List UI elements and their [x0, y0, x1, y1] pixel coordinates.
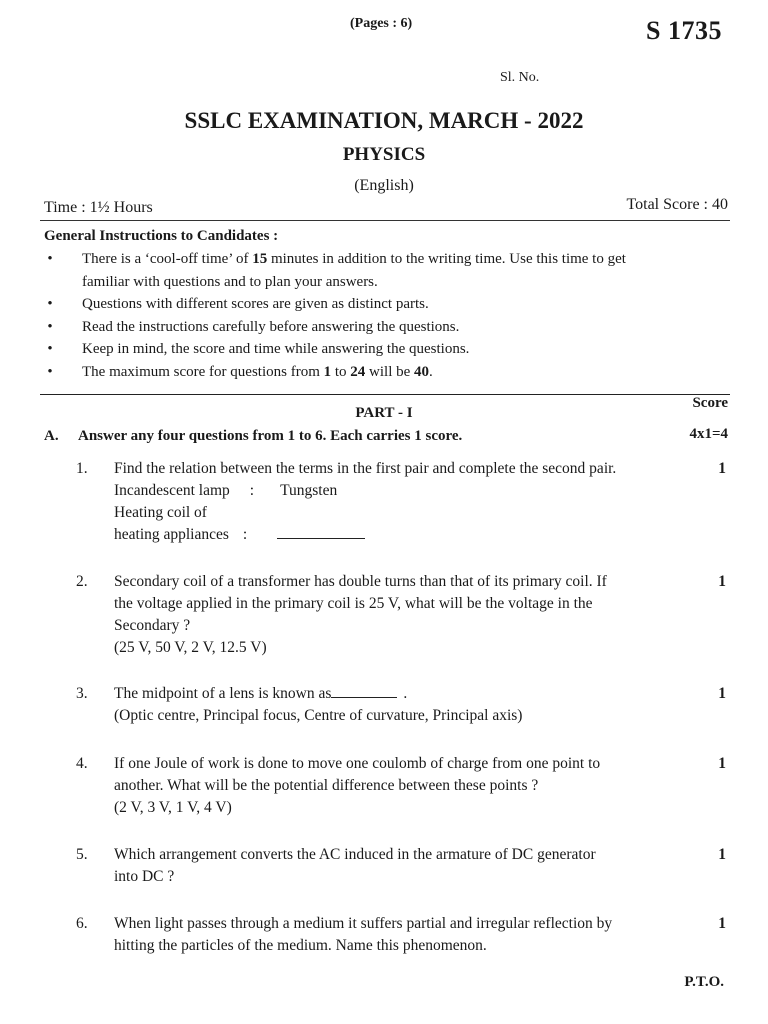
- question-text: The midpoint of a lens is known as .: [114, 685, 408, 702]
- header-divider: [40, 220, 730, 221]
- question-text: Find the relation between the terms in the first pair and complete the second pair.: [114, 460, 617, 477]
- question-text: Secondary ?: [114, 617, 191, 634]
- instruction-item: • Read the instructions carefully before answering the questions.: [44, 316, 734, 339]
- question-body: [114, 913, 704, 957]
- section-letter: A.: [44, 428, 59, 444]
- question-text: Which arrangement converts the AC induced in the armature of DC generator: [114, 846, 596, 863]
- serial-number-label: Sl. No.: [500, 70, 540, 85]
- time-allowed: Time : 1½ Hours: [44, 199, 153, 216]
- question-2: [0, 571, 768, 661]
- question-number: 3.: [76, 685, 88, 702]
- question-score: 1: [718, 846, 726, 863]
- pair-2-line-2: heating appliances :: [114, 524, 704, 546]
- question-text: Secondary coil of a transformer has double turns than that of its primary coil. If: [114, 573, 607, 590]
- instruction-item: • There is a ‘cool-off time’ of 15 minutes in addition to the writing time. Use this time to get familiar with questions and to plan your answers.: [44, 248, 734, 293]
- question-1: [0, 458, 768, 548]
- question-body: [114, 683, 704, 727]
- instructions-heading: General Instructions to Candidates :: [44, 228, 279, 244]
- bullet-icon: •: [47, 363, 53, 380]
- question-options: (Optic centre, Principal focus, Centre of curvature, Principal axis): [114, 707, 523, 724]
- question-score: 1: [718, 915, 726, 932]
- page-count: (Pages : 6): [350, 16, 413, 31]
- question-options: (25 V, 50 V, 2 V, 12.5 V): [114, 639, 267, 656]
- bullet-icon: •: [47, 341, 53, 357]
- part-title: PART - I: [355, 405, 413, 421]
- question-6: [0, 913, 768, 959]
- section-instruction: Answer any four questions from 1 to 6. Each carries 1 score.: [78, 428, 463, 444]
- section-score: 4x1=4: [689, 426, 728, 442]
- exam-title: SSLC EXAMINATION, MARCH - 2022: [184, 108, 584, 133]
- bullet-icon: •: [47, 318, 53, 335]
- question-body: [114, 753, 704, 819]
- question-number: 6.: [76, 915, 88, 932]
- score-column-heading: Score: [692, 395, 728, 411]
- question-score: 1: [718, 573, 726, 590]
- answer-blank: [277, 525, 365, 539]
- question-text: If one Joule of work is done to move one coulomb of charge from one point to: [114, 755, 601, 772]
- paper-code: S 1735: [646, 16, 722, 45]
- question-body: [114, 571, 704, 659]
- question-options: (2 V, 3 V, 1 V, 4 V): [114, 799, 232, 816]
- pair-2-line-1: Heating coil of: [114, 504, 207, 521]
- subject-title: PHYSICS: [342, 144, 426, 165]
- question-score: 1: [718, 685, 726, 702]
- question-number: 2.: [76, 573, 88, 590]
- pair-1: Incandescent lamp : Tungsten: [114, 482, 338, 499]
- instructions-divider: [40, 394, 730, 395]
- total-score: Total Score : 40: [626, 196, 728, 213]
- question-score: 1: [718, 460, 726, 477]
- instructions-list: [44, 248, 734, 383]
- instruction-item: • Keep in mind, the score and time while answering the questions.: [44, 338, 734, 361]
- question-score: 1: [718, 755, 726, 772]
- question-body: [114, 844, 704, 888]
- question-number: 1.: [76, 460, 88, 477]
- answer-blank: [331, 684, 397, 698]
- question-number: 4.: [76, 755, 88, 772]
- question-5: [0, 844, 768, 890]
- question-text: the voltage applied in the primary coil is 25 V, what will be the voltage in the: [114, 595, 593, 612]
- question-3: [0, 683, 768, 729]
- please-turn-over: P.T.O.: [684, 974, 724, 990]
- question-body: [114, 458, 704, 546]
- instruction-item: • Questions with different scores are given as distinct parts.: [44, 293, 734, 316]
- medium-label: (English): [354, 177, 414, 194]
- question-text: another. What will be the potential difference between these points ?: [114, 777, 539, 794]
- question-text: hitting the particles of the medium. Name this phenomenon.: [114, 937, 487, 954]
- question-text: When light passes through a medium it suffers partial and irregular reflection by: [114, 915, 613, 932]
- question-4: [0, 753, 768, 821]
- bullet-icon: •: [47, 251, 53, 267]
- question-text: into DC ?: [114, 868, 175, 885]
- instruction-item: • The maximum score for questions from 1 to 24 will be 40.: [44, 361, 734, 384]
- question-number: 5.: [76, 846, 88, 863]
- bullet-icon: •: [47, 296, 53, 312]
